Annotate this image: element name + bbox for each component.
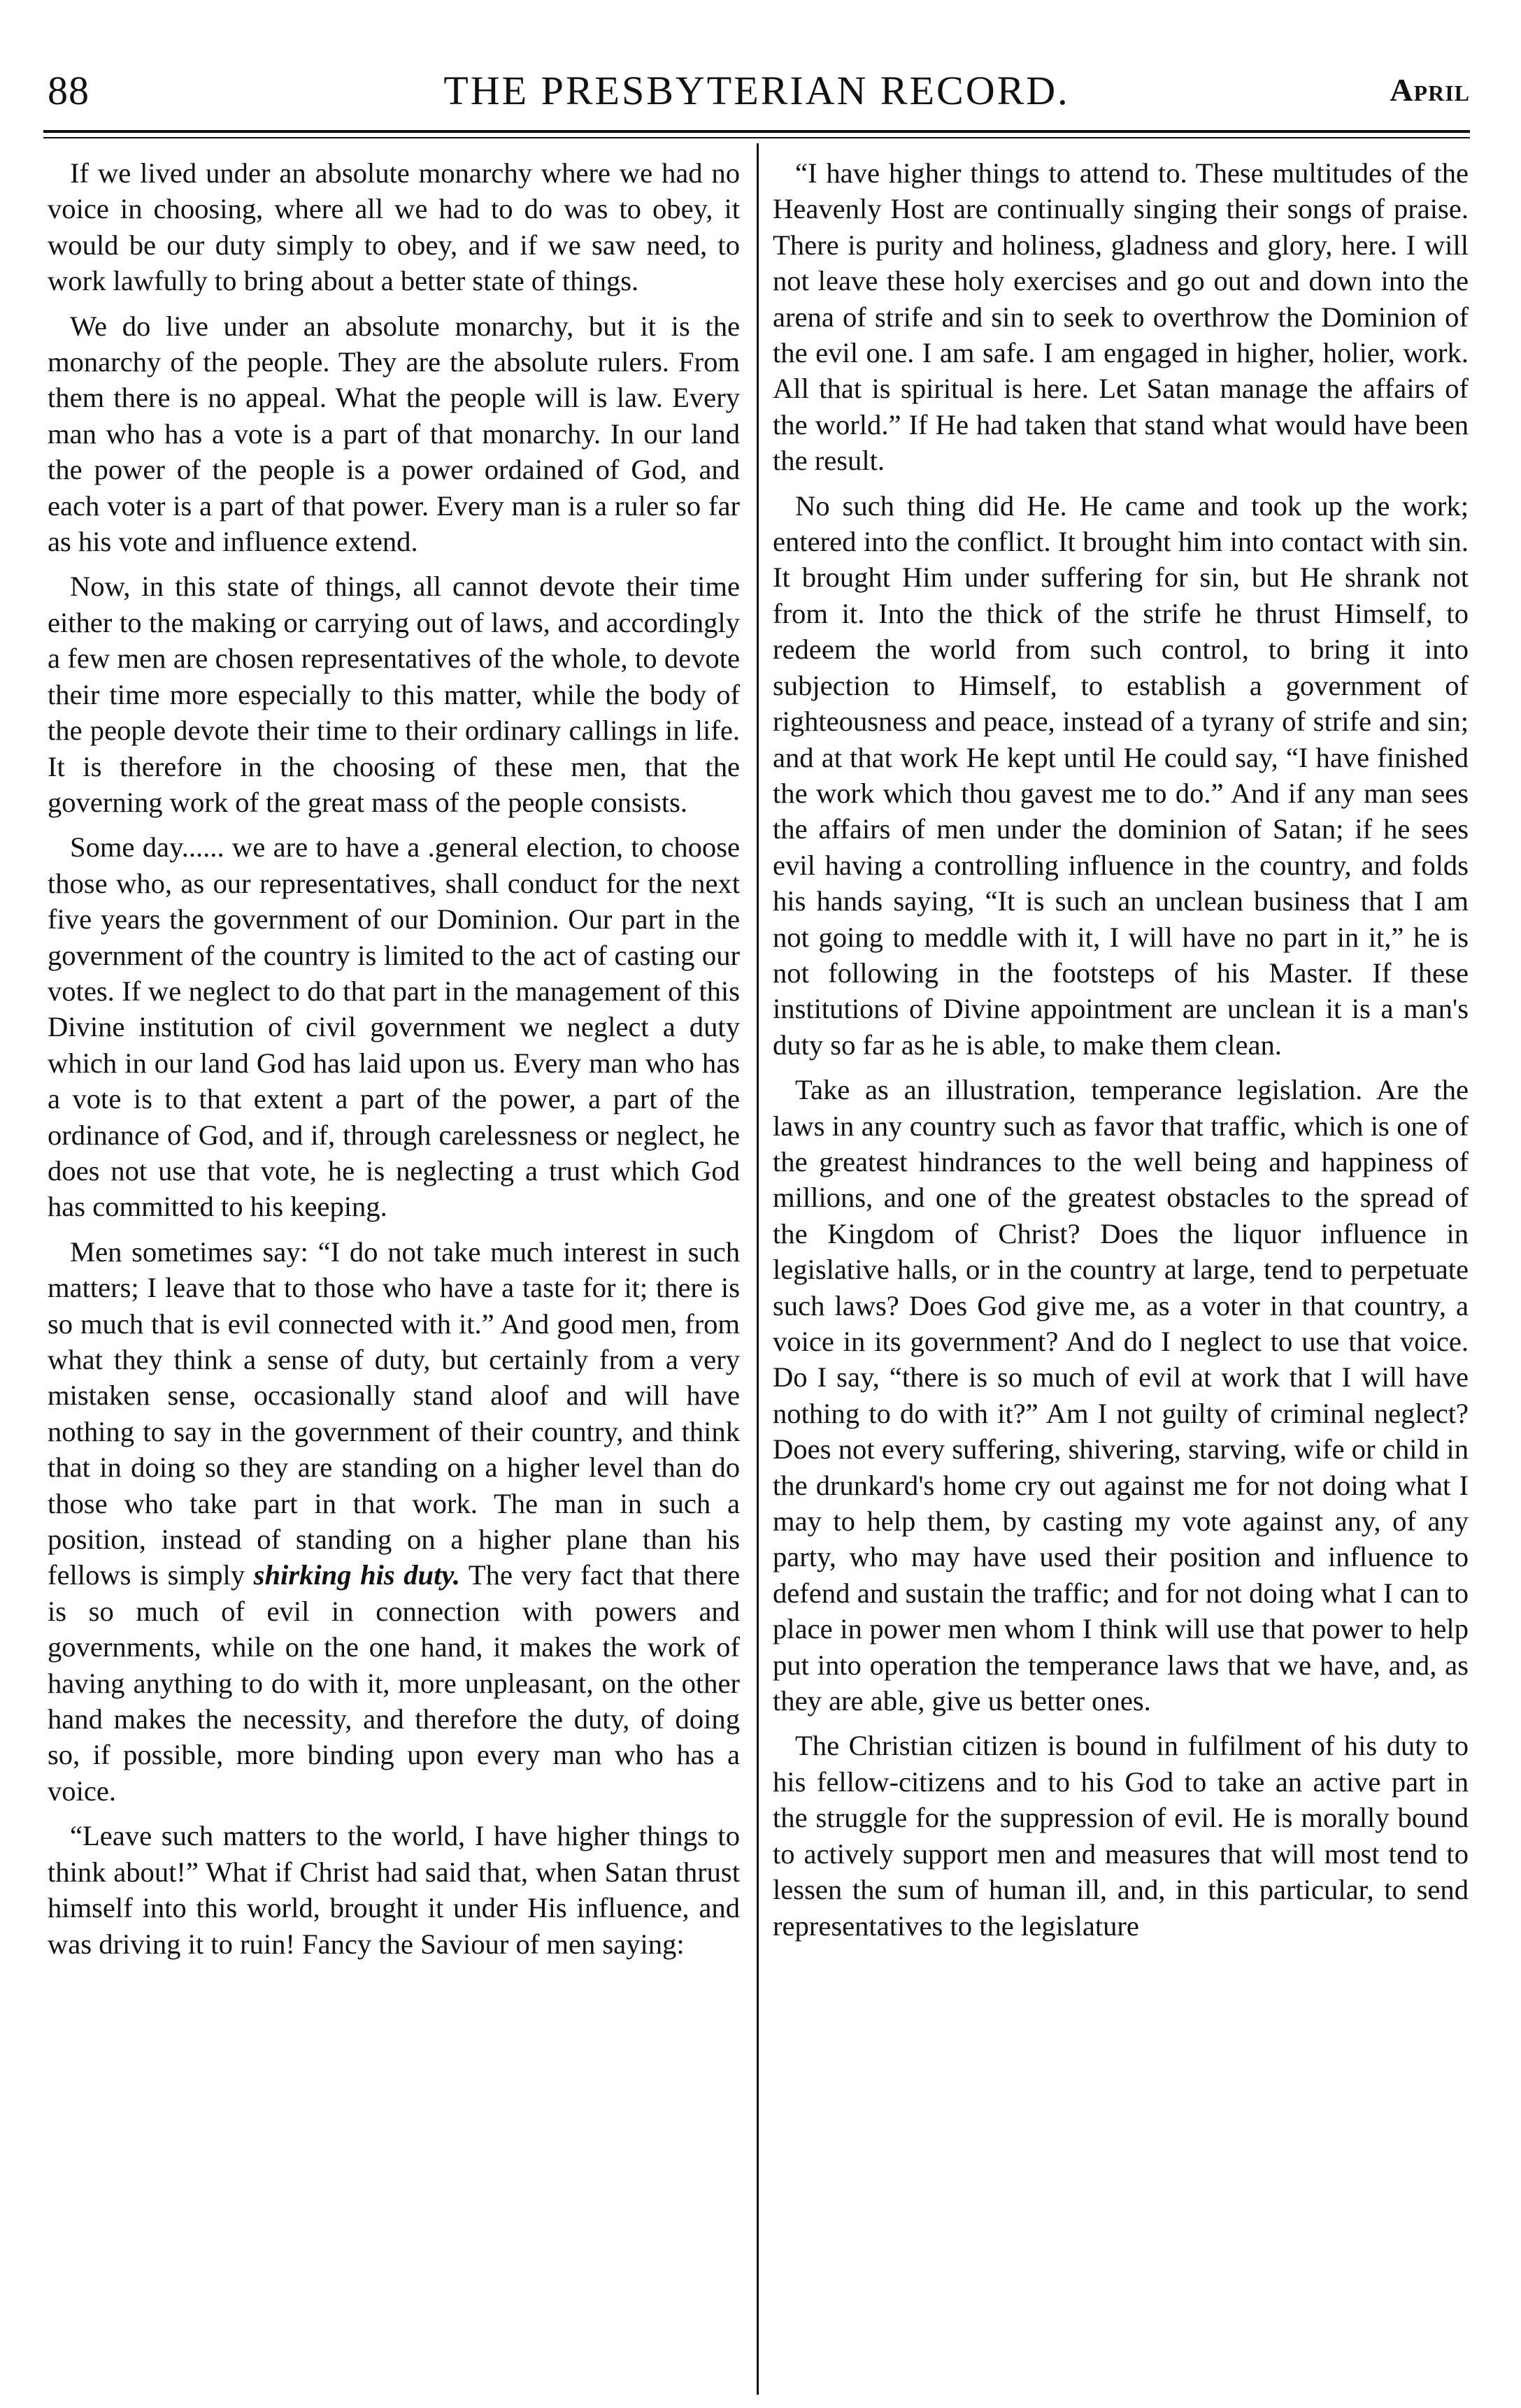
left-column <box>48 155 740 2393</box>
column-divider <box>757 143 759 2395</box>
header-rule-thin <box>43 137 1470 138</box>
paragraph: If we lived under an absolute monarchy where we had no voice in choosing, where all we had to do was to obey, it would be our duty simply to obey, and if we saw need, to work lawfully to bring about a better state of things. <box>48 157 740 297</box>
paragraph: No such thing did He. He came and took up the work; entered into the conflict. It brought him into contact with sin. It brought Him under suffering for sin, but He shrank not from it. Into the thick of the strife he thrust Himself, to redeem the world from such control, to bring it into subjection to Himself, to establish a government of righteousness and peace, instead of a tyrany of strife and sin; and at that work He kept until He could say, “I have finished the work which thou gavest me to do.” And if any man sees the affairs of men under the dominion of Satan; if he sees evil having a controlling influence in the country, and folds his hands saying, “It is such an unclean business that I am not going to meddle with it, I will have no part in it,” he is not following in the footsteps of his Master. If these institutions of Divine appointment are unclean it is a man's duty so far as he is able, to make them clean. <box>773 489 1469 1061</box>
paragraph: “Leave such matters to the world, I have higher things to think about!” What if Christ had said that, when Satan thrust himself into this world, brought it under His influence, and was driving it to ruin! Fancy the Saviour of men saying: <box>48 1820 740 1960</box>
paragraph <box>48 1234 740 1809</box>
right-column <box>773 155 1469 2393</box>
paragraph-text: The very fact that there is so much of evil in connection with powers and governments, while on the one hand, it makes the work of having anything to do with it, more unpleasant, on the other hand makes the necessity, and therefore the duty, of doing so, if possible, more binding upon every man who has a voice. <box>48 1559 740 1807</box>
paragraph: We do live under an absolute monarchy, but it is the monarchy of the people. They are the absolute rulers. From them there is no appeal. What the people will is law. Every man who has a vote is a part of that monarchy. In our land the power of the people is a power ordained of God, and each voter is a part of that power. Every man is a ruler so far as his vote and influence extend. <box>48 310 740 558</box>
paragraph: Now, in this state of things, all cannot devote their time either to the making or carrying out of laws, and accordingly a few men are chosen representatives of the whole, to devote their time more especially to this matter, while the body of the people devote their time to their ordinary callings in life. It is therefore in the choosing of these men, that the governing work of the great mass of the people consists. <box>48 571 740 818</box>
journal-title: THE PRESBYTERIAN RECORD. <box>443 68 1070 113</box>
paragraph: Some day...... we are to have a .general election, to choose those who, as our representatives, shall conduct for the next five years the government of our Dominion. Our part in the government of the country is limited to the act of casting our votes. If we neglect to do that part in the management of this Divine institution of civil government we neglect a duty which in our land God has laid upon us. Every man who has a vote is to that extent a part of the power, a part of the ordinance of God, and if, through carelessness or neglect, he does not use that vote, he is neglecting a trust which God has committed to his keeping. <box>48 831 740 1223</box>
paragraph-text: Men sometimes say: “I do not take much interest in such matters; I leave that to those who have a taste for it; there is so much that is evil connected with it.” And good men, from what they think a sense of duty, but certainly from a very mistaken sense, occasionally stand aloof and will have nothing to say in the government of their country, and think that in doing so they are standing on a higher level than do those who take part in that work. The man in such a position, instead of standing on a higher plane than his fellows is simply <box>48 1235 740 1591</box>
paragraph: Take as an illustration, temperance legislation. Are the laws in any country such as favor that traffic, which is one of the greatest hindrances to the well being and happiness of millions, and one of the greatest obstacles to the spread of the Kingdom of Christ? Does the liquor influence in legislative halls, or in the country at large, tend to perpetuate such laws? Does God give me, as a voter in that country, a voice in its government? And do I neglect to use that voice. Do I say, “there is so much of evil at work that I will have nothing to do with it?” Am I not guilty of criminal neglect? Does not every suffering, shivering, starving, wife or child in the drunkard's home cry out against me for not doing what I may to help them, by casting my vote against any, of any party, who may have used their position and influence to defend and sustain the traffic; and for not doing what I can to place in power men whom I think will use that power to help put into operation the temperance laws that we have, and, as they are able, give us better ones. <box>773 1074 1469 1717</box>
paragraph: “I have higher things to attend to. These multitudes of the Heavenly Host are continually singing their songs of praise. There is purity and holiness, gladness and glory, here. I will not leave these holy exercises and go out and down into the arena of strife and sin to seek to overthrow the Dominion of the evil one. I am safe. I am engaged in higher, holier, work. All that is spiritual is here. Let Satan manage the affairs of the world.” If He had taken that stand what would have been the result. <box>773 157 1469 477</box>
issue-month: April <box>1390 72 1470 108</box>
emphasis-text: shirking his duty. <box>253 1559 461 1591</box>
page-header <box>43 62 1470 117</box>
paragraph: The Christian citizen is bound in fulfilment of his duty to his fellow-citizens and to his God to take an active part in the struggle for the suppression of evil. He is morally bound to actively support men and measures that will most tend to lessen the sum of human ill, and, in this particular, to send representatives to the legislature <box>773 1730 1469 1942</box>
page-number: 88 <box>48 68 90 113</box>
header-rule <box>43 130 1470 133</box>
